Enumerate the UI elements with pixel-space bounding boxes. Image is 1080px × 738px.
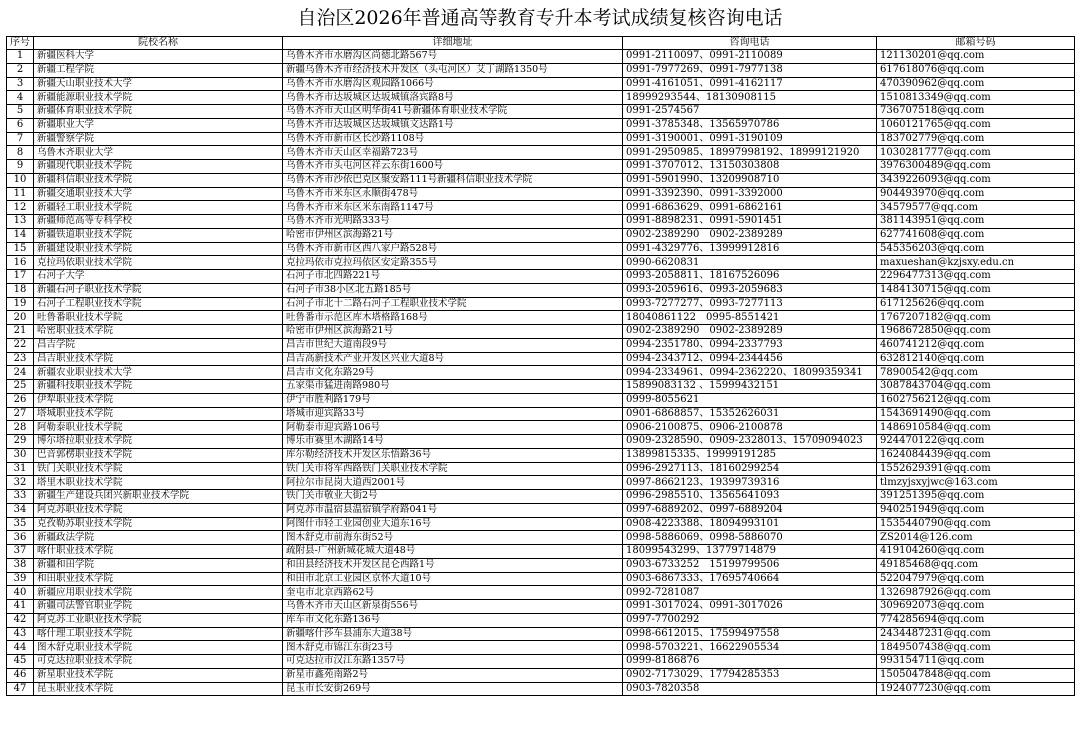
- table-row: [7, 187, 1075, 201]
- cell-address: 库车市文化东路136号: [283, 613, 623, 627]
- cell-email: ZS2014@126.com: [877, 531, 1075, 545]
- cell-address: 新疆喀什莎车县浦东大道38号: [283, 627, 623, 641]
- cell-phone: 0992-7281087: [623, 586, 877, 600]
- cell-email: 78900542@qq.com: [877, 366, 1075, 380]
- cell-school: 新疆生产建设兵团兴新职业技术学院: [34, 490, 283, 504]
- cell-phone: 13899815335、19999191285: [623, 448, 877, 462]
- cell-address: 昌吉高新技术产业开发区兴业大道8号: [283, 352, 623, 366]
- cell-school: 新疆现代职业技术学院: [34, 160, 283, 174]
- cell-email: 617618076@qq.com: [877, 63, 1075, 77]
- cell-phone: 0999-8055621: [623, 393, 877, 407]
- cell-school: 乌鲁木齐职业大学: [34, 146, 283, 160]
- cell-email: 1326987926@qq.com: [877, 586, 1075, 600]
- cell-no: 18: [7, 283, 34, 297]
- table-row: [7, 531, 1075, 545]
- cell-school: 新疆工程学院: [34, 63, 283, 77]
- cell-address: 库尔勒经济技术开发区乐悟路36号: [283, 448, 623, 462]
- cell-email: 617125626@qq.com: [877, 297, 1075, 311]
- cell-school: 博尔塔拉职业技术学院: [34, 435, 283, 449]
- table-row: [7, 91, 1075, 105]
- header-school: 院校名称: [34, 37, 283, 50]
- cell-phone: 0991-4161051、0991-4162117: [623, 77, 877, 91]
- table-row: [7, 146, 1075, 160]
- table-row: [7, 435, 1075, 449]
- cell-address: 和田市北京工业园区京怀大道10号: [283, 572, 623, 586]
- cell-school: 克孜勒苏职业技术学院: [34, 517, 283, 531]
- cell-address: 塔城市迎宾路33号: [283, 407, 623, 421]
- cell-address: 乌鲁木齐市头屯河区祥云东街1600号: [283, 160, 623, 174]
- cell-school: 图木舒克职业技术学院: [34, 641, 283, 655]
- cell-school: 新疆司法警官职业学院: [34, 600, 283, 614]
- table-row: [7, 311, 1075, 325]
- cell-no: 11: [7, 187, 34, 201]
- cell-school: 新疆石河子职业技术学院: [34, 283, 283, 297]
- table-row: [7, 173, 1075, 187]
- cell-email: 1624084439@qq.com: [877, 448, 1075, 462]
- table-row: [7, 256, 1075, 270]
- cell-email: 924470122@qq.com: [877, 435, 1075, 449]
- cell-address: 石河子市北十二路石河子工程职业技术学院: [283, 297, 623, 311]
- cell-address: 乌鲁木齐市天山区明华街41号新疆体育职业技术学院: [283, 105, 623, 119]
- cell-school: 塔里木职业技术学院: [34, 476, 283, 490]
- cell-school: 新疆和田学院: [34, 558, 283, 572]
- table-row: [7, 600, 1075, 614]
- header-email: 邮箱号码: [877, 37, 1075, 50]
- cell-no: 29: [7, 435, 34, 449]
- cell-email: 1486910584@qq.com: [877, 421, 1075, 435]
- cell-email: tlmzyjsxyjwc@163.com: [877, 476, 1075, 490]
- cell-address: 石河子市北四路221号: [283, 270, 623, 284]
- table-row: [7, 242, 1075, 256]
- cell-phone: 0998-6612015、17599497558: [623, 627, 877, 641]
- cell-address: 疏附县-广州新城花城大道48号: [283, 545, 623, 559]
- cell-no: 1: [7, 50, 34, 64]
- cell-phone: 0993-2059616、0993-2059683: [623, 283, 877, 297]
- cell-email: 632812140@qq.com: [877, 352, 1075, 366]
- cell-phone: 0991-3392390、0991-3392000: [623, 187, 877, 201]
- cell-school: 新疆科信职业技术学院: [34, 173, 283, 187]
- cell-phone: 0994-2343712、0994-2344456: [623, 352, 877, 366]
- table-row: [7, 490, 1075, 504]
- header-phone: 咨询电话: [623, 37, 877, 50]
- cell-school: 新疆政法学院: [34, 531, 283, 545]
- cell-no: 30: [7, 448, 34, 462]
- table-row: [7, 586, 1075, 600]
- cell-phone: 18040861122 0995-8551421: [623, 311, 877, 325]
- cell-school: 喀什理工职业技术学院: [34, 627, 283, 641]
- cell-school: 铁门关职业技术学院: [34, 462, 283, 476]
- cell-phone: 0906-2100875、0906-2100878: [623, 421, 877, 435]
- cell-email: 1849507438@qq.com: [877, 641, 1075, 655]
- cell-phone: 0909-2328590、0909-2328013、15709094023: [623, 435, 877, 449]
- cell-school: 巴音郭楞职业技术学院: [34, 448, 283, 462]
- cell-email: 736707518@qq.com: [877, 105, 1075, 119]
- cell-school: 新疆警察学院: [34, 132, 283, 146]
- cell-phone: 0994-2334961、0994-2362220、18099359341: [623, 366, 877, 380]
- cell-email: 1510813349@qq.com: [877, 91, 1075, 105]
- cell-school: 石河子大学: [34, 270, 283, 284]
- cell-address: 乌鲁木齐市光明路333号: [283, 215, 623, 229]
- cell-school: 新疆天山职业技术大学: [34, 77, 283, 91]
- cell-no: 2: [7, 63, 34, 77]
- cell-address: 乌鲁木齐市新市区长沙路1108号: [283, 132, 623, 146]
- cell-email: 904493970@qq.com: [877, 187, 1075, 201]
- table-row: [7, 63, 1075, 77]
- page-title: 自治区2026年普通高等教育专升本考试成绩复核咨询电话: [297, 7, 783, 29]
- cell-no: 3: [7, 77, 34, 91]
- cell-school: 伊犁职业技术学院: [34, 393, 283, 407]
- cell-address: 阿克苏市温宿县温宿镇学府路041号: [283, 503, 623, 517]
- cell-email: 309692073@qq.com: [877, 600, 1075, 614]
- cell-email: 940251949@qq.com: [877, 503, 1075, 517]
- cell-no: 35: [7, 517, 34, 531]
- cell-school: 新疆交通职业技术大学: [34, 187, 283, 201]
- cell-phone: 18099543299、13779714879: [623, 545, 877, 559]
- cell-school: 喀什职业技术学院: [34, 545, 283, 559]
- cell-school: 新疆建设职业技术学院: [34, 242, 283, 256]
- cell-email: 1030281777@qq.com: [877, 146, 1075, 160]
- cell-address: 哈密市伊州区滨海路21号: [283, 228, 623, 242]
- table-row: [7, 407, 1075, 421]
- cell-school: 可克达拉职业技术学院: [34, 655, 283, 669]
- cell-phone: 0997-6889202、0997-6889204: [623, 503, 877, 517]
- cell-no: 23: [7, 352, 34, 366]
- table-row: [7, 641, 1075, 655]
- cell-email: 470390962@qq.com: [877, 77, 1075, 91]
- cell-no: 13: [7, 215, 34, 229]
- cell-email: 1484130715@qq.com: [877, 283, 1075, 297]
- cell-phone: 0996-2985510、13565641093: [623, 490, 877, 504]
- cell-phone: 0997-7700292: [623, 613, 877, 627]
- table-row: [7, 393, 1075, 407]
- cell-phone: 0991-2950985、18997998192、18999121920: [623, 146, 877, 160]
- table-row: [7, 297, 1075, 311]
- cell-no: 45: [7, 655, 34, 669]
- cell-no: 33: [7, 490, 34, 504]
- cell-email: 522047979@qq.com: [877, 572, 1075, 586]
- cell-no: 36: [7, 531, 34, 545]
- table-row: [7, 325, 1075, 339]
- table-row: [7, 201, 1075, 215]
- cell-email: 545356203@qq.com: [877, 242, 1075, 256]
- cell-no: 19: [7, 297, 34, 311]
- cell-email: 183702779@qq.com: [877, 132, 1075, 146]
- table-row: [7, 118, 1075, 132]
- cell-no: 5: [7, 105, 34, 119]
- table-row: [7, 503, 1075, 517]
- cell-address: 图木舒克市前海东街52号: [283, 531, 623, 545]
- cell-email: 1535440790@qq.com: [877, 517, 1075, 531]
- cell-address: 阿勒泰市迎宾路106号: [283, 421, 623, 435]
- contact-table: [6, 36, 1075, 696]
- cell-no: 9: [7, 160, 34, 174]
- cell-email: 2296477313@qq.com: [877, 270, 1075, 284]
- table-row: [7, 613, 1075, 627]
- cell-email: 1767207182@qq.com: [877, 311, 1075, 325]
- cell-phone: 0991-3190001、0991-3190109: [623, 132, 877, 146]
- cell-no: 32: [7, 476, 34, 490]
- table-row: [7, 270, 1075, 284]
- cell-email: 1552629391@qq.com: [877, 462, 1075, 476]
- cell-school: 昌吉学院: [34, 338, 283, 352]
- cell-address: 阿图什市轻工业园创业大道东16号: [283, 517, 623, 531]
- cell-no: 12: [7, 201, 34, 215]
- cell-school: 新疆农业职业技术大学: [34, 366, 283, 380]
- cell-address: 铁门关市将军西路铁门关职业技术学院: [283, 462, 623, 476]
- table-body: [7, 50, 1075, 696]
- cell-email: 1602756212@qq.com: [877, 393, 1075, 407]
- cell-address: 乌鲁木齐市天山区幸福路723号: [283, 146, 623, 160]
- cell-phone: 0997-8662123、19399739316: [623, 476, 877, 490]
- cell-email: 3976300489@qq.com: [877, 160, 1075, 174]
- cell-school: 和田职业技术学院: [34, 572, 283, 586]
- cell-address: 博乐市赛里木湖路14号: [283, 435, 623, 449]
- cell-email: 774285694@qq.com: [877, 613, 1075, 627]
- cell-address: 昌吉市世纪大道南段9号: [283, 338, 623, 352]
- cell-address: 可克达拉市汉江东路1357号: [283, 655, 623, 669]
- cell-school: 新疆师范高等专科学校: [34, 215, 283, 229]
- cell-school: 新星职业技术学院: [34, 668, 283, 682]
- cell-address: 乌鲁木齐市米东区永顺街478号: [283, 187, 623, 201]
- cell-address: 昌吉市文化东路29号: [283, 366, 623, 380]
- cell-email: 460741212@qq.com: [877, 338, 1075, 352]
- cell-school: 吐鲁番职业技术学院: [34, 311, 283, 325]
- cell-email: 121130201@qq.com: [877, 50, 1075, 64]
- cell-phone: 0996-2927113、18160299254: [623, 462, 877, 476]
- cell-no: 44: [7, 641, 34, 655]
- cell-phone: 0902-7173029、17794285353: [623, 668, 877, 682]
- table-row: [7, 283, 1075, 297]
- cell-school: 石河子工程职业技术学院: [34, 297, 283, 311]
- table-row: [7, 668, 1075, 682]
- cell-school: 昆玉职业技术学院: [34, 682, 283, 696]
- cell-no: 22: [7, 338, 34, 352]
- cell-school: 哈密职业技术学院: [34, 325, 283, 339]
- cell-no: 37: [7, 545, 34, 559]
- cell-school: 新疆应用职业技术学院: [34, 586, 283, 600]
- cell-school: 新疆能源职业技术学院: [34, 91, 283, 105]
- cell-no: 21: [7, 325, 34, 339]
- cell-address: 石河子市38小区北五路185号: [283, 283, 623, 297]
- cell-address: 乌鲁木齐市达坂城区达坂城镇文达路1号: [283, 118, 623, 132]
- cell-no: 17: [7, 270, 34, 284]
- cell-address: 和田县经济技术开发区昆仑西路1号: [283, 558, 623, 572]
- table-row: [7, 132, 1075, 146]
- cell-phone: 0990-6620831: [623, 256, 877, 270]
- cell-school: 新疆体育职业技术学院: [34, 105, 283, 119]
- cell-no: 40: [7, 586, 34, 600]
- table-row: [7, 352, 1075, 366]
- table-row: [7, 160, 1075, 174]
- cell-email: 49185468@qq.com: [877, 558, 1075, 572]
- cell-address: 奎屯市北京西路62号: [283, 586, 623, 600]
- cell-no: 43: [7, 627, 34, 641]
- table-row: [7, 50, 1075, 64]
- cell-address: 伊宁市胜利路179号: [283, 393, 623, 407]
- table-row: [7, 558, 1075, 572]
- header-no: 序号: [7, 37, 34, 50]
- cell-phone: 0993-2058811、18167526096: [623, 270, 877, 284]
- table-header: [7, 37, 1075, 50]
- cell-school: 昌吉职业技术学院: [34, 352, 283, 366]
- cell-email: 391251395@qq.com: [877, 490, 1075, 504]
- cell-no: 6: [7, 118, 34, 132]
- cell-email: 34579577@qq.com: [877, 201, 1075, 215]
- cell-no: 16: [7, 256, 34, 270]
- table-row: [7, 338, 1075, 352]
- cell-phone: 15899083132 、15999432151: [623, 380, 877, 394]
- cell-address: 乌鲁木齐市沙依巴克区聚安路111号新疆科信职业技术学院: [283, 173, 623, 187]
- table-row: [7, 462, 1075, 476]
- cell-no: 27: [7, 407, 34, 421]
- table-row: [7, 476, 1075, 490]
- table-row: [7, 215, 1075, 229]
- cell-address: 乌鲁木齐市新市区西八家户路528号: [283, 242, 623, 256]
- cell-no: 28: [7, 421, 34, 435]
- cell-address: 乌鲁木齐市天山区新泉街556号: [283, 600, 623, 614]
- cell-school: 新疆铁道职业技术学院: [34, 228, 283, 242]
- cell-no: 4: [7, 91, 34, 105]
- cell-no: 47: [7, 682, 34, 696]
- cell-phone: 0998-5703221、16622905534: [623, 641, 877, 655]
- cell-school: 塔城职业技术学院: [34, 407, 283, 421]
- cell-email: 1968672850@qq.com: [877, 325, 1075, 339]
- cell-phone: 0991-3785348、13565970786: [623, 118, 877, 132]
- table-row: [7, 517, 1075, 531]
- cell-no: 38: [7, 558, 34, 572]
- cell-phone: 0991-5901990、13209908710: [623, 173, 877, 187]
- cell-address: 乌鲁木齐市米东区米东南路1147号: [283, 201, 623, 215]
- cell-phone: 0991-8898231、0991-5901451: [623, 215, 877, 229]
- cell-phone: 0901-6868857、15352626031: [623, 407, 877, 421]
- cell-phone: 0908-4223388、18094993101: [623, 517, 877, 531]
- cell-address: 铁门关市敬业大街2号: [283, 490, 623, 504]
- cell-email: maxueshan@kzjsxy.edu.cn: [877, 256, 1075, 270]
- cell-email: 1505047848@qq.com: [877, 668, 1075, 682]
- cell-phone: 0903-7820358: [623, 682, 877, 696]
- cell-phone: 0991-3707012、13150303808: [623, 160, 877, 174]
- table-row: [7, 448, 1075, 462]
- cell-email: 3439226093@qq.com: [877, 173, 1075, 187]
- cell-address: 新疆乌鲁木齐市经济技术开发区（头屯河区）艾丁湖路1350号: [283, 63, 623, 77]
- cell-email: 1924077230@qq.com: [877, 682, 1075, 696]
- table-row: [7, 366, 1075, 380]
- cell-phone: 0991-2574567: [623, 105, 877, 119]
- cell-email: 1060121765@qq.com: [877, 118, 1075, 132]
- cell-no: 34: [7, 503, 34, 517]
- cell-email: 419104260@qq.com: [877, 545, 1075, 559]
- table-row: [7, 545, 1075, 559]
- cell-phone: 0902-2389290 0902-2389289: [623, 228, 877, 242]
- cell-phone: 0999-8186876: [623, 655, 877, 669]
- cell-phone: 0902-2389290 0902-2389289: [623, 325, 877, 339]
- cell-no: 31: [7, 462, 34, 476]
- cell-school: 克拉玛依职业技术学院: [34, 256, 283, 270]
- cell-no: 46: [7, 668, 34, 682]
- cell-email: 993154711@qq.com: [877, 655, 1075, 669]
- cell-phone: 0991-7977269、0991-7977138: [623, 63, 877, 77]
- table-row: [7, 105, 1075, 119]
- cell-no: 20: [7, 311, 34, 325]
- cell-phone: 0991-3017024、0991-3017026: [623, 600, 877, 614]
- cell-phone: 0991-6863629、0991-6862161: [623, 201, 877, 215]
- cell-address: 乌鲁木齐市水磨沟区观园路1066号: [283, 77, 623, 91]
- header-row: [7, 37, 1075, 50]
- cell-email: 627741608@qq.com: [877, 228, 1075, 242]
- cell-school: 阿克苏工业职业技术学院: [34, 613, 283, 627]
- cell-no: 25: [7, 380, 34, 394]
- table-row: [7, 572, 1075, 586]
- cell-email: 381143951@qq.com: [877, 215, 1075, 229]
- cell-no: 41: [7, 600, 34, 614]
- table-row: [7, 228, 1075, 242]
- table-row: [7, 627, 1075, 641]
- cell-address: 克拉玛依市克拉玛依区安定路355号: [283, 256, 623, 270]
- cell-address: 吐鲁番市示范区库木塔格路168号: [283, 311, 623, 325]
- cell-school: 新疆轻工职业技术学院: [34, 201, 283, 215]
- cell-phone: 0991-4329776、13999912816: [623, 242, 877, 256]
- cell-phone: 0903-6867333、17695740664: [623, 572, 877, 586]
- cell-phone: 0991-2110097、0991-2110089: [623, 50, 877, 64]
- cell-address: 新星市鑫苑南路2号: [283, 668, 623, 682]
- cell-email: 3087843704@qq.com: [877, 380, 1075, 394]
- cell-school: 阿勒泰职业技术学院: [34, 421, 283, 435]
- cell-no: 26: [7, 393, 34, 407]
- cell-email: 2434487231@qq.com: [877, 627, 1075, 641]
- cell-no: 42: [7, 613, 34, 627]
- cell-school: 新疆科技职业技术学院: [34, 380, 283, 394]
- cell-no: 7: [7, 132, 34, 146]
- cell-no: 10: [7, 173, 34, 187]
- table-row: [7, 421, 1075, 435]
- cell-address: 五家渠市猛进南路980号: [283, 380, 623, 394]
- cell-address: 昆玉市长安街269号: [283, 682, 623, 696]
- cell-address: 乌鲁木齐市水磨沟区尚德北路567号: [283, 50, 623, 64]
- cell-no: 8: [7, 146, 34, 160]
- table-row: [7, 655, 1075, 669]
- table-row: [7, 77, 1075, 91]
- table-row: [7, 682, 1075, 696]
- cell-phone: 0903-6733252 15199799506: [623, 558, 877, 572]
- header-address: 详细地址: [283, 37, 623, 50]
- cell-school: 新疆医科大学: [34, 50, 283, 64]
- cell-phone: 0998-5886069、0998-5886070: [623, 531, 877, 545]
- cell-email: 1543691490@qq.com: [877, 407, 1075, 421]
- cell-address: 乌鲁木齐市达坂城区达坂城镇洛宾路8号: [283, 91, 623, 105]
- cell-no: 14: [7, 228, 34, 242]
- cell-school: 阿克苏职业技术学院: [34, 503, 283, 517]
- cell-phone: 0994-2351780、0994-2337793: [623, 338, 877, 352]
- cell-address: 哈密市伊州区滨海路21号: [283, 325, 623, 339]
- cell-no: 15: [7, 242, 34, 256]
- cell-no: 24: [7, 366, 34, 380]
- cell-address: 图木舒克市锦江东街23号: [283, 641, 623, 655]
- cell-no: 39: [7, 572, 34, 586]
- cell-phone: 18999293544、18130908115: [623, 91, 877, 105]
- cell-school: 新疆职业大学: [34, 118, 283, 132]
- table-row: [7, 380, 1075, 394]
- cell-address: 阿拉尔市昆岗大道西2001号: [283, 476, 623, 490]
- cell-phone: 0993-7277277、0993-7277113: [623, 297, 877, 311]
